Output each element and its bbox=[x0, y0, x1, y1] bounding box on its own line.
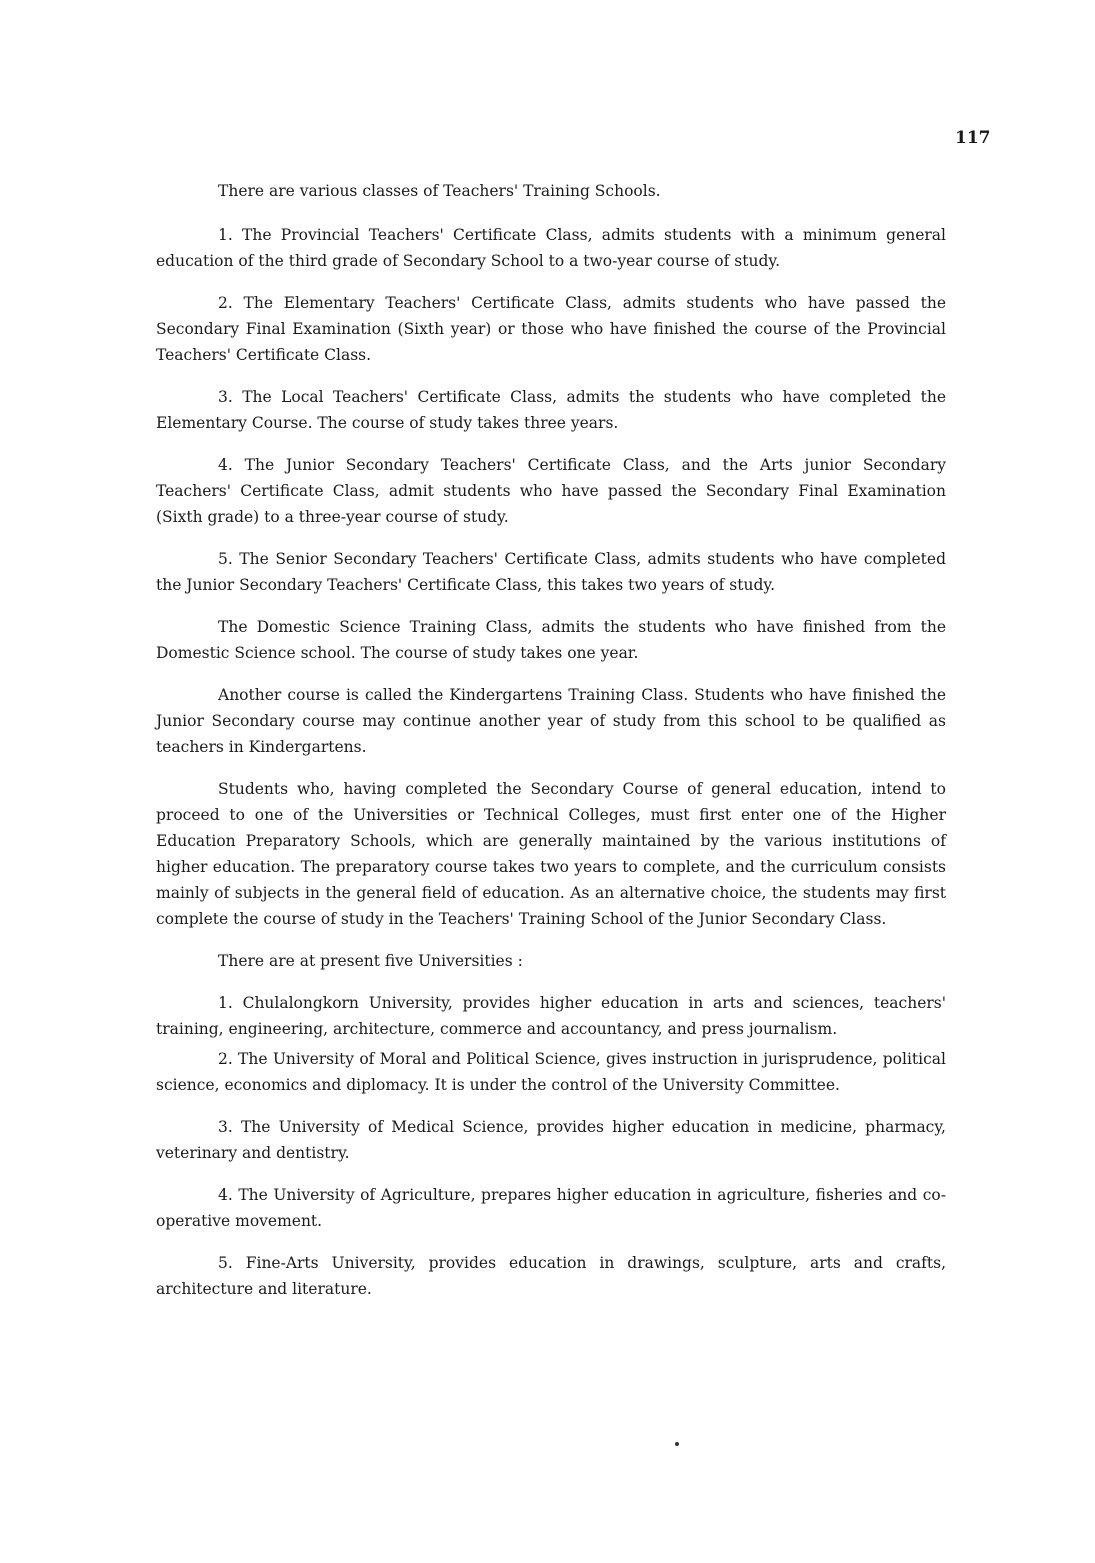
scan-speck bbox=[675, 1442, 679, 1446]
paragraph-local-class: 3. The Local Teachers' Certificate Class, admits the students who have completed the Elementary Course. The course of study takes three years. bbox=[156, 388, 946, 432]
paragraph-domestic-science: The Domestic Science Training Class, admits the students who have finished from the Domestic Science school. The course of study takes one year. bbox=[156, 618, 946, 662]
paragraph-medical-science: 3. The University of Medical Science, provides higher education in medicine, pharmacy, veterinary and dentistry. bbox=[156, 1118, 946, 1162]
page-number: 117 bbox=[955, 128, 991, 148]
paragraph-fine-arts: 5. Fine-Arts University, provides education in drawings, sculpture, arts and crafts, architecture and literature. bbox=[156, 1254, 946, 1298]
paragraph-agriculture: 4. The University of Agriculture, prepares higher education in agriculture, fisheries and co-operative movement. bbox=[156, 1186, 946, 1230]
document-body bbox=[156, 178, 946, 1318]
paragraph-junior-secondary-class: 4. The Junior Secondary Teachers' Certificate Class, and the Arts junior Secondary Teachers' Certificate Class, admit students who have passed the Secondary Final Examination (Sixth grade) to a three-year course of study. bbox=[156, 456, 946, 526]
paragraph-universities-intro: There are at present five Universities : bbox=[218, 952, 523, 970]
paragraph-moral-political-science: 2. The University of Moral and Political Science, gives instruction in jurisprudence, political science, economics and diplomacy. It is under the control of the University Committee. bbox=[156, 1050, 946, 1094]
paragraph-provincial-class: 1. The Provincial Teachers' Certificate Class, admits students with a minimum general education of the third grade of Secondary School to a two-year course of study. bbox=[156, 226, 946, 270]
paragraph-preparatory-schools: Students who, having completed the Secondary Course of general education, intend to proceed to one of the Universities or Technical Colleges, must first enter one of the Higher Education Preparatory Schools, which are generally maintained by the various institutions of higher education. The preparatory course takes two years to complete, and the curriculum consists mainly of subjects in the general field of education. As an alternative choice, the students may first complete the course of study in the Teachers' Training School of the Junior Secondary Class. bbox=[156, 780, 946, 928]
paragraph-senior-secondary-class: 5. The Senior Secondary Teachers' Certificate Class, admits students who have completed the Junior Secondary Teachers' Certificate Class, this takes two years of study. bbox=[156, 550, 946, 594]
paragraph-chulalongkorn: 1. Chulalongkorn University, provides higher education in arts and sciences, teachers' training, engineering, architecture, commerce and accountancy, and press journalism. bbox=[156, 994, 946, 1038]
paragraph-kindergartens: Another course is called the Kindergartens Training Class. Students who have finished the Junior Secondary course may continue another year of study from this school to be qualified as teachers in Kindergartens. bbox=[156, 686, 946, 756]
intro-paragraph: There are various classes of Teachers' Training Schools. bbox=[218, 182, 661, 200]
paragraph-elementary-class: 2. The Elementary Teachers' Certificate Class, admits students who have passed the Secondary Final Examination (Sixth year) or those who have finished the course of the Provincial Teachers' Certificate Class. bbox=[156, 294, 946, 364]
